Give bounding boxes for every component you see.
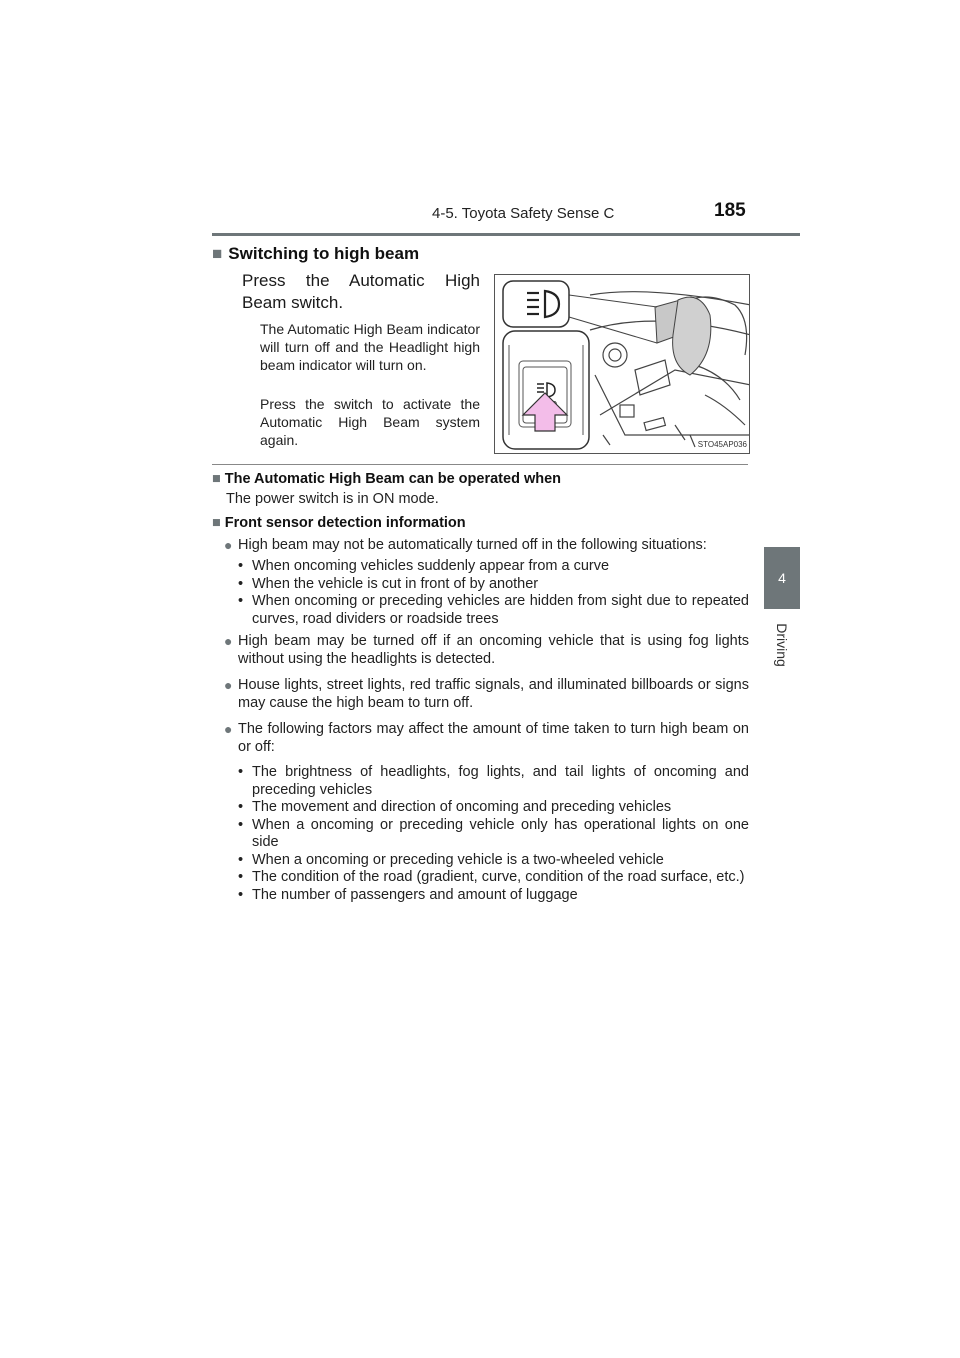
figure-code: STO45AP036 [697,440,747,449]
list-item: • When the vehicle is cut in front of by another [212,576,749,594]
info-block [212,470,749,908]
circle-bullet-icon: ● [224,677,233,693]
list-item [212,632,749,668]
bullet-text: The following factors may affect the amount of time taken to turn high beam on or off: [238,721,749,755]
section-title-switching [212,244,419,264]
operated-text: The power switch is in ON mode. [226,491,439,507]
list-item: • When oncoming vehicles suddenly appear from a curve [212,558,749,576]
list-item: • The brightness of headlights, fog lights, and tail lights of oncoming and preceding vehicles [212,764,749,799]
page-number: 185 [714,200,746,221]
circle-bullet-icon: ● [224,537,233,553]
square-bullet-icon: ■ [212,244,223,263]
list-item: • The movement and direction of oncoming and preceding vehicles [212,799,749,817]
section-title-text: Switching to high beam [228,244,420,263]
instruction-text: Press the Automatic High Beam switch. [242,271,480,312]
circle-bullet-icon: ● [224,721,233,737]
list-item [212,536,749,554]
list-item [212,720,749,756]
dashboard-drawing [495,275,750,454]
subheading-sensor-text: Front sensor detection information [224,515,466,531]
bullet-text: High beam may be turned off if an oncoming vehicle that is using fog lights without using the headlights is detected. [238,633,749,667]
chapter-label-wrap [760,620,804,670]
note-reactivate: Press the switch to activate the Automatic High Beam system again. [260,396,480,448]
square-bullet-icon: ■ [212,515,221,531]
subheading-operated-text: The Automatic High Beam can be operated when [224,471,562,487]
bullet-text: High beam may not be automatically turned off in the following situations: [238,537,707,553]
sublist-situations [212,558,749,628]
subheading-operated [212,470,749,488]
sublist-factors [212,764,749,904]
bullet-text: House lights, street lights, red traffic signals, and illuminated billboards or signs may cause the high beam to turn off. [238,677,749,711]
header-section-title: 4-5. Toyota Safety Sense C [432,205,615,222]
header-rule [212,233,800,236]
chapter-tab [764,547,800,609]
list-item: • When a oncoming or preceding vehicle only has operational lights on one side [212,817,749,852]
list-item [212,676,749,712]
square-bullet-icon: ■ [212,471,221,487]
circle-bullet-icon: ● [224,633,233,649]
list-item: • When a oncoming or preceding vehicle is a two-wheeled vehicle [212,852,749,870]
list-item: • The condition of the road (gradient, curve, condition of the road surface, etc.) [212,869,749,887]
note-indicator: The Automatic High Beam indicator will turn off and the Headlight high beam indicator will turn on. [260,321,480,373]
section-divider [212,464,748,465]
chapter-number: 4 [778,570,786,586]
list-item: • When oncoming or preceding vehicles are hidden from sight due to repeated curves, road dividers or roadside trees [212,593,749,628]
dashboard-illustration [494,274,750,454]
list-item: • The number of passengers and amount of luggage [212,887,749,905]
chapter-label: Driving [773,623,790,667]
subheading-sensor [212,514,749,532]
